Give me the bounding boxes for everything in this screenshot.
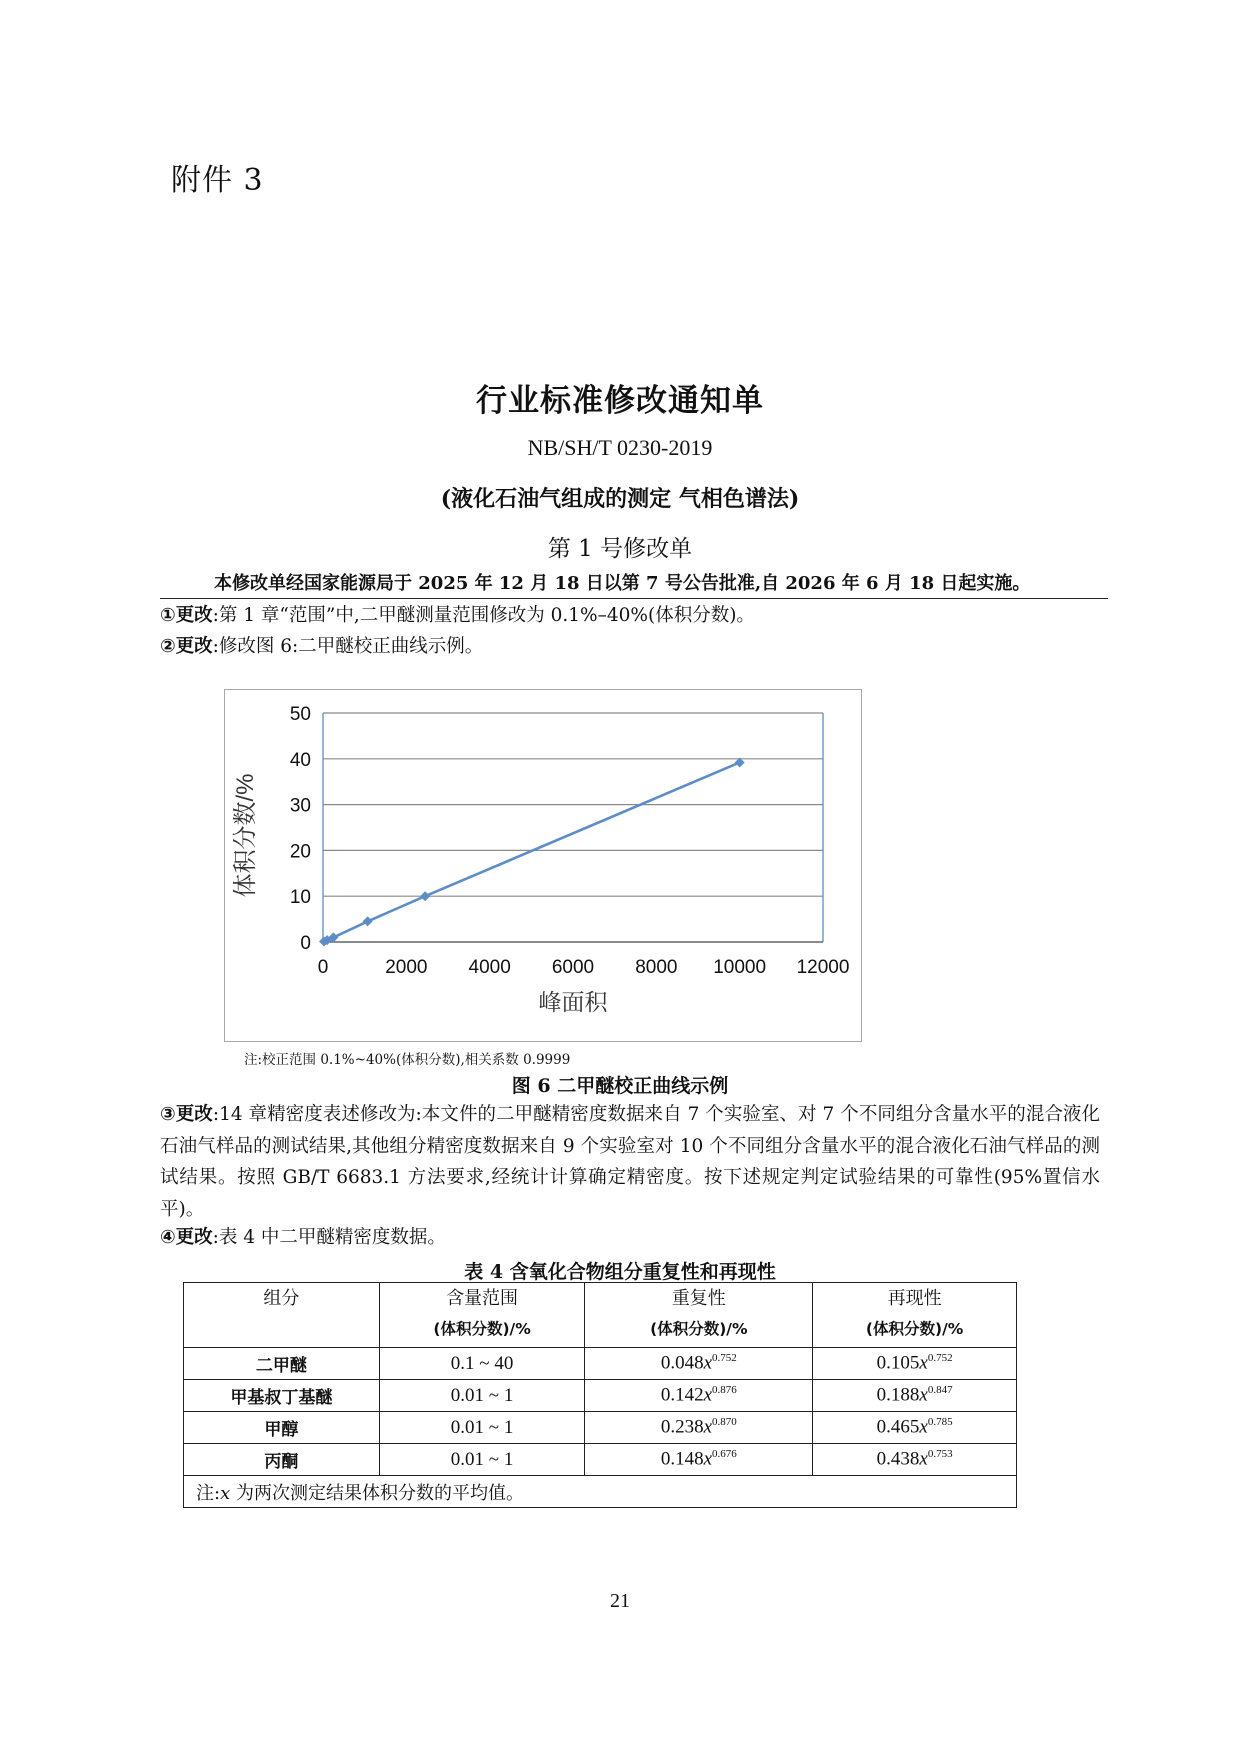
- table-row: [184, 1444, 1017, 1476]
- figure-caption: 图 6 二甲醚校正曲线示例: [511, 1075, 729, 1097]
- standard-number: NB/SH/T 0230-2019: [527, 435, 713, 460]
- x-tick-label: 0: [317, 957, 329, 978]
- page-title: 行业标准修改通知单: [476, 383, 764, 419]
- table-caption: 表 4 含氧化合物组分重复性和再现性: [464, 1261, 776, 1283]
- data-point: [363, 916, 373, 926]
- chart-svg: [225, 690, 861, 1041]
- range-cell: 0.01 ~ 1: [379, 1412, 585, 1444]
- repeatability-cell: $0.148x^{0.676}$: [585, 1444, 813, 1476]
- y-tick-label: 40: [289, 749, 311, 771]
- chart-note: 注:校正范围 0.1%~40%(体积分数),相关系数 0.9999: [244, 1052, 571, 1068]
- header-divider: [160, 598, 1108, 599]
- repeatability-cell: $0.048x^{0.752}$: [585, 1348, 813, 1380]
- repeatability-cell: $0.142x^{0.876}$: [585, 1380, 813, 1412]
- attachment-label: 附件 3: [171, 163, 264, 198]
- change-item-1: [160, 601, 1110, 627]
- reproducibility-cell: $0.465x^{0.785}$: [813, 1412, 1017, 1444]
- amendment-number: 第 1 号修改单: [547, 536, 693, 562]
- x-axis-title: 峰面积: [538, 989, 608, 1015]
- x-tick-label: 2000: [385, 957, 428, 978]
- table-header-row: [184, 1283, 1017, 1348]
- range-cell: 0.1 ~ 40: [379, 1348, 585, 1380]
- y-tick-label: 0: [300, 933, 311, 954]
- precision-table: [183, 1282, 1017, 1508]
- x-tick-label: 12000: [796, 957, 850, 978]
- component-cell: 甲基叔丁基醚: [184, 1380, 380, 1412]
- component-cell: 甲醇: [184, 1412, 380, 1444]
- x-tick-label: 4000: [468, 957, 511, 978]
- x-tick-label: 6000: [551, 957, 595, 978]
- repeatability-cell: $0.238x^{0.870}$: [585, 1412, 813, 1444]
- change-text: :修改图 6:二甲醚校正曲线示例。: [212, 636, 484, 657]
- change-text: :表 4 中二甲醚精密度数据。: [212, 1227, 446, 1248]
- table-row: [184, 1380, 1017, 1412]
- table-row: [184, 1412, 1017, 1444]
- series-line: [324, 762, 740, 941]
- change-label: ①更改: [160, 605, 213, 626]
- calibration-chart: [224, 689, 862, 1042]
- table-note-row: [184, 1476, 1017, 1508]
- component-cell: 二甲醚: [184, 1348, 380, 1380]
- standard-name: (液化石油气组成的测定 气相色谱法): [440, 486, 800, 512]
- change-text: :14 章精密度表述修改为:本文件的二甲醚精密度数据来自 7 个实验室、对 7 个不同组分含量水平的混合液化石油气样品的测试结果,其他组分精密度数据来自 9 个实验室对 10 个不同组分含量水平的混合液化石油气样品的测试结果。按照 GB/T 6683.1 方法要求,经统计计算确定精密度。按下述规定判定试验结果的可靠性(95%置信水平)。: [160, 1104, 1100, 1220]
- change-item-4: [160, 1223, 1110, 1249]
- data-point: [420, 891, 430, 901]
- y-tick-label: 20: [289, 841, 311, 863]
- reproducibility-cell: $0.188x^{0.847}$: [813, 1380, 1017, 1412]
- change-item-2: [160, 632, 1110, 658]
- approval-statement: 本修改单经国家能源局于 2025 年 12 月 18 日以第 7 号公告批准,自 2026 年 6 月 18 日起实施。: [214, 573, 1031, 594]
- header-cell: 重复性 (体积分数)/%: [585, 1283, 813, 1348]
- change-label: ②更改: [160, 636, 213, 657]
- header-cell: 再现性 (体积分数)/%: [813, 1283, 1017, 1348]
- component-cell: 丙酮: [184, 1444, 380, 1476]
- table-note: 注:x 为两次测定结果体积分数的平均值。: [184, 1476, 1017, 1508]
- y-tick-label: 10: [289, 887, 311, 909]
- range-cell: 0.01 ~ 1: [379, 1380, 585, 1412]
- header-cell: 组分: [184, 1283, 380, 1348]
- header-cell: 含量范围 (体积分数)/%: [379, 1283, 585, 1348]
- reproducibility-cell: $0.438x^{0.753}$: [813, 1444, 1017, 1476]
- reproducibility-cell: $0.105x^{0.752}$: [813, 1348, 1017, 1380]
- range-cell: 0.01 ~ 1: [379, 1444, 585, 1476]
- change-text: :第 1 章“范围”中,二甲醚测量范围修改为 0.1%–40%(体积分数)。: [212, 605, 755, 626]
- change-item-3: [160, 1099, 1100, 1225]
- y-tick-label: 50: [289, 704, 311, 725]
- y-tick-label: 30: [289, 795, 311, 817]
- x-tick-label: 8000: [635, 957, 678, 978]
- x-tick-label: 10000: [713, 957, 767, 978]
- change-label: ③更改: [160, 1104, 213, 1125]
- change-label: ④更改: [160, 1227, 213, 1248]
- page-number: 21: [610, 1590, 630, 1612]
- table-row: [184, 1348, 1017, 1380]
- y-axis-title: 体积分数/%: [232, 773, 259, 898]
